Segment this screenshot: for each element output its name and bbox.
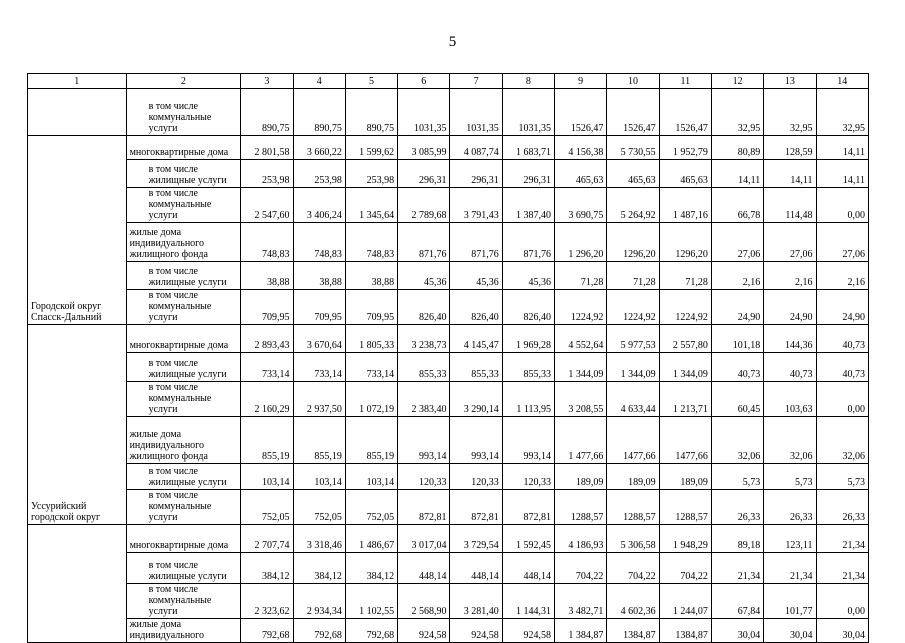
value-cell: 1 384,87 <box>555 619 607 643</box>
value-cell: 855,19 <box>293 417 345 464</box>
value-cell: 296,31 <box>398 160 450 188</box>
row-label: многоквартирные дома <box>126 325 241 353</box>
value-cell: 1 477,66 <box>555 417 607 464</box>
value-cell: 2 707,74 <box>241 525 293 553</box>
value-cell: 21,34 <box>816 525 868 553</box>
value-cell: 384,12 <box>241 553 293 584</box>
value-cell: 1296,20 <box>607 223 659 262</box>
value-cell: 71,28 <box>555 262 607 290</box>
value-cell: 4 087,74 <box>450 136 502 160</box>
row-label: в том числе жилищные услуги <box>126 353 241 382</box>
table-row <box>28 188 869 223</box>
value-cell: 0,00 <box>816 584 868 619</box>
value-cell: 1 948,29 <box>659 525 711 553</box>
table-row <box>28 160 869 188</box>
value-cell: 0,00 <box>816 188 868 223</box>
value-cell: 733,14 <box>241 353 293 382</box>
value-cell: 5 306,58 <box>607 525 659 553</box>
value-cell: 2 160,29 <box>241 382 293 417</box>
value-cell: 3 318,46 <box>293 525 345 553</box>
value-cell: 448,14 <box>450 553 502 584</box>
value-cell: 993,14 <box>398 417 450 464</box>
value-cell: 3 729,54 <box>450 525 502 553</box>
value-cell: 38,88 <box>345 262 397 290</box>
value-cell: 993,14 <box>450 417 502 464</box>
value-cell: 14,11 <box>764 160 816 188</box>
value-cell: 1031,35 <box>398 89 450 136</box>
value-cell: 855,33 <box>398 353 450 382</box>
value-cell: 1224,92 <box>659 290 711 325</box>
value-cell: 871,76 <box>398 223 450 262</box>
table-row <box>28 490 869 525</box>
value-cell: 1 344,09 <box>659 353 711 382</box>
value-cell: 855,19 <box>345 417 397 464</box>
value-cell: 1288,57 <box>607 490 659 525</box>
value-cell: 38,88 <box>293 262 345 290</box>
value-cell: 1 592,45 <box>502 525 554 553</box>
value-cell: 4 186,93 <box>555 525 607 553</box>
column-number-row <box>28 74 869 89</box>
value-cell: 32,06 <box>764 417 816 464</box>
value-cell: 21,34 <box>764 553 816 584</box>
value-cell: 1 487,16 <box>659 188 711 223</box>
value-cell: 120,33 <box>502 464 554 490</box>
value-cell: 189,09 <box>659 464 711 490</box>
value-cell: 32,06 <box>816 417 868 464</box>
row-label: в том числе коммунальные услуги <box>126 490 241 525</box>
row-label: в том числе коммунальные услуги <box>126 382 241 417</box>
value-cell: 752,05 <box>241 490 293 525</box>
value-cell: 66,78 <box>711 188 763 223</box>
value-cell: 1224,92 <box>607 290 659 325</box>
value-cell: 872,81 <box>450 490 502 525</box>
value-cell: 1 102,55 <box>345 584 397 619</box>
value-cell: 1 213,71 <box>659 382 711 417</box>
value-cell: 872,81 <box>502 490 554 525</box>
table-row <box>28 525 869 553</box>
value-cell: 67,84 <box>711 584 763 619</box>
row-label: многоквартирные дома <box>126 525 241 553</box>
value-cell: 2 801,58 <box>241 136 293 160</box>
value-cell: 465,63 <box>555 160 607 188</box>
value-cell: 1031,35 <box>502 89 554 136</box>
value-cell: 5,73 <box>816 464 868 490</box>
value-cell: 3 238,73 <box>398 325 450 353</box>
value-cell: 2 547,60 <box>241 188 293 223</box>
value-cell: 2 557,80 <box>659 325 711 353</box>
value-cell: 704,22 <box>555 553 607 584</box>
value-cell: 71,28 <box>607 262 659 290</box>
value-cell: 752,05 <box>293 490 345 525</box>
value-cell: 296,31 <box>450 160 502 188</box>
value-cell: 3 406,24 <box>293 188 345 223</box>
value-cell: 1 144,31 <box>502 584 554 619</box>
table-row <box>28 223 869 262</box>
value-cell: 465,63 <box>607 160 659 188</box>
column-header: 1 <box>28 74 127 89</box>
value-cell: 924,58 <box>450 619 502 643</box>
value-cell: 296,31 <box>502 160 554 188</box>
value-cell: 32,95 <box>711 89 763 136</box>
value-cell: 114,48 <box>764 188 816 223</box>
table-row <box>28 417 869 464</box>
value-cell: 2 568,90 <box>398 584 450 619</box>
value-cell: 748,83 <box>241 223 293 262</box>
table-row <box>28 619 869 643</box>
value-cell: 21,34 <box>816 553 868 584</box>
value-cell: 704,22 <box>607 553 659 584</box>
value-cell: 3 482,71 <box>555 584 607 619</box>
value-cell: 1526,47 <box>555 89 607 136</box>
value-cell: 253,98 <box>241 160 293 188</box>
region-cell: Уссурийский городской округ <box>28 325 127 525</box>
value-cell: 1 952,79 <box>659 136 711 160</box>
value-cell: 45,36 <box>450 262 502 290</box>
value-cell: 890,75 <box>345 89 397 136</box>
table-row <box>28 89 869 136</box>
value-cell: 26,33 <box>711 490 763 525</box>
value-cell: 120,33 <box>450 464 502 490</box>
value-cell: 89,18 <box>711 525 763 553</box>
value-cell: 80,89 <box>711 136 763 160</box>
value-cell: 2 893,43 <box>241 325 293 353</box>
tariff-table <box>27 73 869 643</box>
value-cell: 1 486,67 <box>345 525 397 553</box>
value-cell: 890,75 <box>293 89 345 136</box>
value-cell: 4 633,44 <box>607 382 659 417</box>
row-label: в том числе жилищные услуги <box>126 262 241 290</box>
value-cell: 3 208,55 <box>555 382 607 417</box>
value-cell: 38,88 <box>241 262 293 290</box>
value-cell: 2 937,50 <box>293 382 345 417</box>
value-cell: 40,73 <box>711 353 763 382</box>
table-body <box>28 89 869 643</box>
row-label: в том числе жилищные услуги <box>126 553 241 584</box>
table-row <box>28 136 869 160</box>
row-label: в том числе жилищные услуги <box>126 464 241 490</box>
value-cell: 101,77 <box>764 584 816 619</box>
value-cell: 128,59 <box>764 136 816 160</box>
value-cell: 123,11 <box>764 525 816 553</box>
value-cell: 748,83 <box>293 223 345 262</box>
value-cell: 24,90 <box>816 290 868 325</box>
value-cell: 1 244,07 <box>659 584 711 619</box>
value-cell: 101,18 <box>711 325 763 353</box>
value-cell: 384,12 <box>345 553 397 584</box>
value-cell: 71,28 <box>659 262 711 290</box>
column-header: 9 <box>555 74 607 89</box>
value-cell: 1 345,64 <box>345 188 397 223</box>
value-cell: 709,95 <box>293 290 345 325</box>
value-cell: 3 690,75 <box>555 188 607 223</box>
value-cell: 890,75 <box>241 89 293 136</box>
value-cell: 5,73 <box>711 464 763 490</box>
value-cell: 3 660,22 <box>293 136 345 160</box>
value-cell: 2,16 <box>764 262 816 290</box>
value-cell: 1 387,40 <box>502 188 554 223</box>
page-number: 5 <box>448 34 457 50</box>
column-header: 10 <box>607 74 659 89</box>
value-cell: 1 969,28 <box>502 325 554 353</box>
value-cell: 2 323,62 <box>241 584 293 619</box>
value-cell: 3 281,40 <box>450 584 502 619</box>
value-cell: 1477,66 <box>607 417 659 464</box>
value-cell: 872,81 <box>398 490 450 525</box>
region-cell <box>28 89 127 136</box>
value-cell: 3 017,04 <box>398 525 450 553</box>
value-cell: 103,14 <box>345 464 397 490</box>
table-row <box>28 382 869 417</box>
column-header: 5 <box>345 74 397 89</box>
value-cell: 40,73 <box>816 353 868 382</box>
table-row <box>28 353 869 382</box>
value-cell: 2,16 <box>816 262 868 290</box>
value-cell: 189,09 <box>555 464 607 490</box>
value-cell: 1477,66 <box>659 417 711 464</box>
value-cell: 14,11 <box>816 136 868 160</box>
value-cell: 30,04 <box>816 619 868 643</box>
row-label: в том числе коммунальные услуги <box>126 89 241 136</box>
value-cell: 826,40 <box>450 290 502 325</box>
value-cell: 32,06 <box>711 417 763 464</box>
value-cell: 3 670,64 <box>293 325 345 353</box>
value-cell: 792,68 <box>345 619 397 643</box>
value-cell: 5 977,53 <box>607 325 659 353</box>
table-row <box>28 464 869 490</box>
value-cell: 924,58 <box>502 619 554 643</box>
value-cell: 1 344,09 <box>607 353 659 382</box>
value-cell: 26,33 <box>764 490 816 525</box>
table-row <box>28 290 869 325</box>
value-cell: 3 290,14 <box>450 382 502 417</box>
table-row <box>28 325 869 353</box>
row-label: в том числе жилищные услуги <box>126 160 241 188</box>
value-cell: 826,40 <box>502 290 554 325</box>
value-cell: 4 602,36 <box>607 584 659 619</box>
column-header: 6 <box>398 74 450 89</box>
value-cell: 993,14 <box>502 417 554 464</box>
value-cell: 0,00 <box>816 382 868 417</box>
value-cell: 21,34 <box>711 553 763 584</box>
value-cell: 748,83 <box>345 223 397 262</box>
value-cell: 103,14 <box>241 464 293 490</box>
value-cell: 752,05 <box>345 490 397 525</box>
row-label: жилые дома индивидуального жилищного фонда <box>126 417 241 464</box>
value-cell: 792,68 <box>241 619 293 643</box>
value-cell: 1288,57 <box>659 490 711 525</box>
value-cell: 1 599,62 <box>345 136 397 160</box>
value-cell: 2,16 <box>711 262 763 290</box>
value-cell: 1526,47 <box>659 89 711 136</box>
value-cell: 871,76 <box>450 223 502 262</box>
value-cell: 27,06 <box>816 223 868 262</box>
value-cell: 32,95 <box>816 89 868 136</box>
value-cell: 792,68 <box>293 619 345 643</box>
value-cell: 1 683,71 <box>502 136 554 160</box>
value-cell: 60,45 <box>711 382 763 417</box>
value-cell: 855,33 <box>450 353 502 382</box>
value-cell: 32,95 <box>764 89 816 136</box>
column-header: 14 <box>816 74 868 89</box>
value-cell: 144,36 <box>764 325 816 353</box>
value-cell: 27,06 <box>711 223 763 262</box>
row-label: жилые дома индивидуального <box>126 619 241 643</box>
value-cell: 709,95 <box>241 290 293 325</box>
value-cell: 924,58 <box>398 619 450 643</box>
value-cell: 30,04 <box>711 619 763 643</box>
value-cell: 3 085,99 <box>398 136 450 160</box>
value-cell: 871,76 <box>502 223 554 262</box>
value-cell: 5 264,92 <box>607 188 659 223</box>
row-label: многоквартирные дома <box>126 136 241 160</box>
value-cell: 5 730,55 <box>607 136 659 160</box>
value-cell: 2 383,40 <box>398 382 450 417</box>
column-header: 3 <box>241 74 293 89</box>
value-cell: 1 805,33 <box>345 325 397 353</box>
value-cell: 24,90 <box>764 290 816 325</box>
column-header: 2 <box>126 74 241 89</box>
value-cell: 14,11 <box>711 160 763 188</box>
column-header: 7 <box>450 74 502 89</box>
value-cell: 733,14 <box>293 353 345 382</box>
table-row <box>28 553 869 584</box>
row-label: в том числе коммунальные услуги <box>126 290 241 325</box>
column-header: 13 <box>764 74 816 89</box>
value-cell: 24,90 <box>711 290 763 325</box>
column-header: 11 <box>659 74 711 89</box>
value-cell: 1 072,19 <box>345 382 397 417</box>
value-cell: 1031,35 <box>450 89 502 136</box>
value-cell: 855,33 <box>502 353 554 382</box>
value-cell: 1526,47 <box>607 89 659 136</box>
value-cell: 189,09 <box>607 464 659 490</box>
value-cell: 2 934,34 <box>293 584 345 619</box>
value-cell: 448,14 <box>502 553 554 584</box>
value-cell: 253,98 <box>293 160 345 188</box>
value-cell: 3 791,43 <box>450 188 502 223</box>
value-cell: 1296,20 <box>659 223 711 262</box>
value-cell: 1288,57 <box>555 490 607 525</box>
row-label: жилые дома индивидуального жилищного фонда <box>126 223 241 262</box>
value-cell: 120,33 <box>398 464 450 490</box>
value-cell: 103,63 <box>764 382 816 417</box>
value-cell: 40,73 <box>764 353 816 382</box>
value-cell: 1384,87 <box>607 619 659 643</box>
value-cell: 45,36 <box>398 262 450 290</box>
value-cell: 1224,92 <box>555 290 607 325</box>
value-cell: 448,14 <box>398 553 450 584</box>
value-cell: 384,12 <box>293 553 345 584</box>
value-cell: 40,73 <box>816 325 868 353</box>
value-cell: 26,33 <box>816 490 868 525</box>
value-cell: 4 145,47 <box>450 325 502 353</box>
row-label: в том числе коммунальные услуги <box>126 584 241 619</box>
value-cell: 465,63 <box>659 160 711 188</box>
value-cell: 704,22 <box>659 553 711 584</box>
column-header: 12 <box>711 74 763 89</box>
value-cell: 103,14 <box>293 464 345 490</box>
value-cell: 1384,87 <box>659 619 711 643</box>
value-cell: 27,06 <box>764 223 816 262</box>
value-cell: 1 113,95 <box>502 382 554 417</box>
value-cell: 4 552,64 <box>555 325 607 353</box>
value-cell: 826,40 <box>398 290 450 325</box>
value-cell: 2 789,68 <box>398 188 450 223</box>
row-label: в том числе коммунальные услуги <box>126 188 241 223</box>
value-cell: 709,95 <box>345 290 397 325</box>
value-cell: 733,14 <box>345 353 397 382</box>
table-row <box>28 584 869 619</box>
value-cell: 1 296,20 <box>555 223 607 262</box>
value-cell: 45,36 <box>502 262 554 290</box>
value-cell: 14,11 <box>816 160 868 188</box>
value-cell: 253,98 <box>345 160 397 188</box>
value-cell: 855,19 <box>241 417 293 464</box>
value-cell: 1 344,09 <box>555 353 607 382</box>
value-cell: 5,73 <box>764 464 816 490</box>
column-header: 8 <box>502 74 554 89</box>
value-cell: 30,04 <box>764 619 816 643</box>
region-cell: Городской округ Спасск-Дальний <box>28 136 127 325</box>
table-row <box>28 262 869 290</box>
value-cell: 4 156,38 <box>555 136 607 160</box>
column-header: 4 <box>293 74 345 89</box>
region-cell <box>28 525 127 643</box>
